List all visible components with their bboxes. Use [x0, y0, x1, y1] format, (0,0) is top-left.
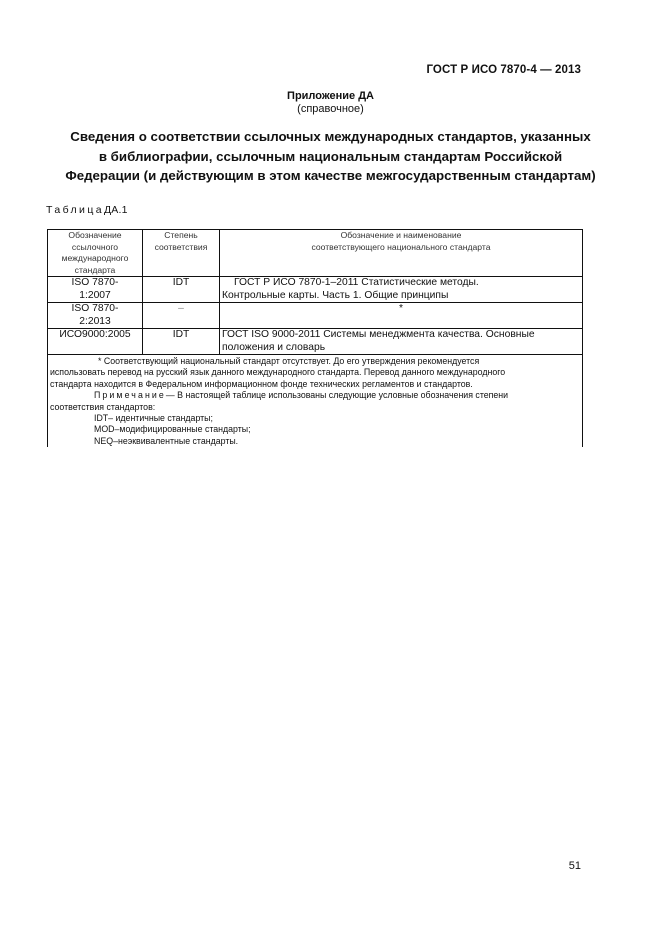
header-text: соответствующего национального стандарта [311, 241, 491, 252]
footnote-line: * Соответствующий национальный стандарт отсутствует. До его утверждения рекомендуется [98, 356, 480, 366]
cell-text: 2:2013 [79, 315, 111, 327]
note-line [50, 390, 580, 401]
cell-text: ГОСТ ISO 9000-2011 Системы менеджмента качества. Основные [222, 329, 535, 340]
table-row [48, 303, 583, 329]
legend-item: IDT– идентичные стандарты; [94, 413, 213, 424]
footnote-line: использовать перевод на русский язык данного международного стандарта. Перевод данного международного [50, 367, 506, 378]
appendix-heading [0, 90, 661, 116]
cell-national [220, 303, 583, 329]
note-label: Примечание [94, 390, 166, 401]
main-title-line: Сведения о соответствии ссылочных международных стандартов, указанных [70, 129, 591, 144]
legend-item: NEQ–неэквивалентные стандарты. [94, 435, 239, 446]
header-text: соответствия [154, 241, 208, 252]
cell-designation [48, 329, 143, 355]
cell-national [220, 277, 583, 303]
cell-designation [48, 277, 143, 303]
table-label-number: ДА.1 [103, 204, 128, 216]
table-label [46, 204, 128, 216]
cell-designation [48, 303, 143, 329]
cell-text: ГОСТ Р ИСО 7870-1–2011 Статистические методы. [234, 277, 479, 288]
cell-national [220, 329, 583, 355]
cell-text: 1:2007 [79, 289, 111, 301]
table-notes [48, 355, 583, 448]
table-label-word: Таблица [46, 204, 104, 216]
document-header: ГОСТ Р ИСО 7870-4 — 2013 [426, 64, 581, 76]
cell-text: положения и словарь [222, 341, 326, 353]
table-row [48, 329, 583, 355]
cell-degree: IDT [143, 329, 220, 355]
cell-text: ИСО9000:2005 [59, 329, 131, 340]
main-title-line: в библиографии, ссылочным национальным стандартам Российской [98, 148, 563, 164]
header-text: Обозначение [68, 230, 122, 240]
cell-text: ISO 7870- [71, 303, 119, 314]
footnote-line: стандарта находится в Федеральном информационном фонде технических регламентов и стандартов. [50, 378, 473, 389]
page-number: 51 [568, 860, 581, 872]
header-text: стандарта [74, 264, 116, 275]
header-text: Степень [164, 230, 198, 240]
cell-text: Контрольные карты. Часть 1. Общие принципы [222, 289, 449, 301]
appendix-title: Приложение ДА [287, 90, 374, 102]
main-title-line: Федерации (и действующим в этом качестве межгосударственным стандартам) [65, 168, 596, 183]
header-designation [48, 230, 143, 277]
cell-degree: IDT [143, 277, 220, 303]
cell-text: ISO 7870- [71, 277, 119, 288]
table-header-row [48, 230, 583, 277]
appendix-subtitle: (справочное) [297, 103, 364, 115]
header-text: международного [61, 253, 129, 263]
legend-item: MOD–модифицированные стандарты; [94, 424, 251, 435]
header-text: ссылочного [71, 241, 119, 252]
header-degree [143, 230, 220, 277]
table-row [48, 277, 583, 303]
main-title [40, 127, 621, 186]
correspondence-table [47, 229, 583, 447]
header-national [220, 230, 583, 277]
header-text: Обозначение и наименование [340, 230, 462, 240]
cell-degree: – [143, 303, 220, 329]
footnote-marker: * [398, 303, 403, 314]
table-notes-row [48, 355, 583, 448]
note-line: соответствия стандартов: [50, 401, 156, 412]
note-text: — В настоящей таблице использованы следующие условные обозначения степени [165, 390, 509, 401]
